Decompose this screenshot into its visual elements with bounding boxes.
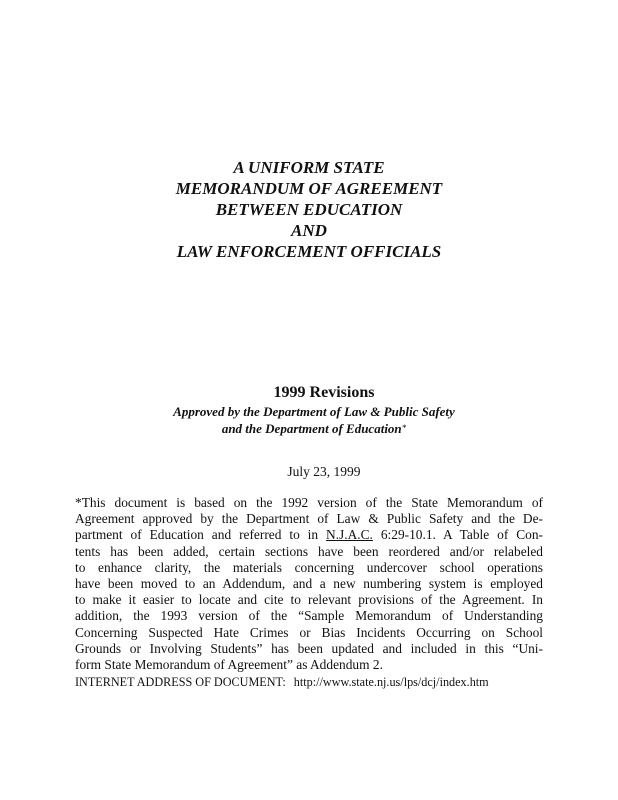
revisions-heading: 1999 Revisions [273, 384, 375, 401]
title-line-3: BETWEEN EDUCATION [215, 200, 403, 219]
revisions-section [0, 383, 618, 437]
note-line: addition, the 1993 version of the “Sample Memorandum of Understanding [75, 608, 543, 624]
title-line-1: A UNIFORM STATE [233, 158, 385, 177]
note-line: to make it easier to locate and cite to relevant provisions of the Agreement. In [75, 592, 543, 608]
note-line-3-prefix: partment of Education and referred to in [75, 527, 327, 543]
note-line-3-suffix: 6:29-10.1. A Table of Con- [372, 527, 544, 543]
note-line: Agreement approved by the Department of Law & Public Safety and the De- [75, 511, 543, 527]
note-line: to enhance clarity, the materials concerning undercover school operations [75, 559, 543, 575]
note-line: form State Memorandum of Agreement” as Addendum 2. [75, 657, 383, 673]
document-date: July 23, 1999 [287, 464, 361, 479]
footnote-paragraph [75, 495, 543, 673]
note-line: have been moved to an Addendum, and a new numbering system is employed [75, 576, 543, 592]
approval-line-1: Approved by the Department of Law & Public Safety [173, 404, 455, 419]
approval-line-2-text: and the Department of Education [221, 421, 402, 436]
title-line-2: MEMORANDUM OF AGREEMENT [175, 179, 443, 198]
internet-address [75, 674, 545, 690]
internet-address-label: INTERNET ADDRESS OF DOCUMENT: [75, 675, 286, 689]
title-line-5: LAW ENFORCEMENT OFFICIALS [176, 242, 442, 261]
internet-address-url[interactable]: http://www.state.nj.us/lps/dcj/index.htm [293, 675, 489, 689]
note-line [75, 527, 543, 543]
footnote-asterisk: * [401, 423, 407, 433]
note-line: *This document is based on the 1992 version of the State Memorandum of [75, 495, 543, 510]
document-title [0, 157, 618, 262]
note-line: tents has been added, certain sections have been reordered and/or relabeled [75, 543, 543, 559]
approval-line-2 [0, 420, 618, 437]
njac-citation: N.J.A.C. [326, 527, 373, 543]
note-line: Concerning Suspected Hate Crimes or Bias Incidents Occurring on School [75, 624, 543, 640]
title-line-4: AND [291, 221, 327, 240]
note-line: Grounds or Involving Students” has been updated and included in this “Uni- [75, 640, 543, 656]
